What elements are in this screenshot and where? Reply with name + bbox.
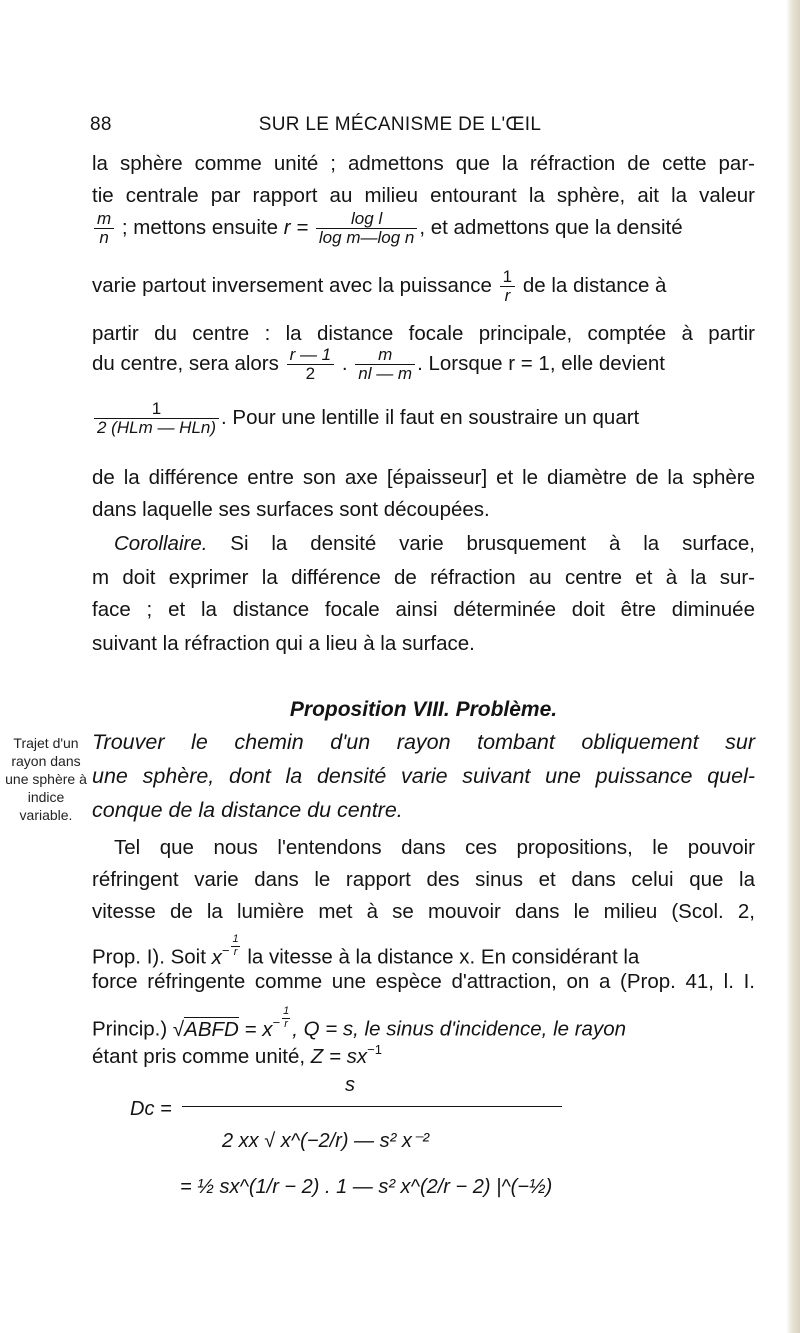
fraction-log: $\frac{\text{log l}}{\text{log m—log n}}$ xyxy=(316,210,417,247)
fraction-bar xyxy=(182,1106,562,1107)
proposition-heading: Proposition VIII. Problème. xyxy=(289,698,558,721)
text-fragment: la vitesse à la distance x. En considérant la xyxy=(247,945,640,969)
text-fragment: . Lorsque r = 1, elle devient xyxy=(417,351,665,375)
text-fragment: varie partout inversement avec la puissance xyxy=(92,273,492,297)
text-line: force réfringente comme une espèce d'attraction, on a (Prop. 41, l. I. xyxy=(92,970,755,993)
text-fragment: . Pour une lentille il faut en soustraire un quart xyxy=(221,405,640,429)
corollary-line xyxy=(92,532,755,556)
formula-line xyxy=(92,400,755,437)
fraction-r-minus-1: $\frac{r — 1}{2}$ xyxy=(287,346,335,383)
text-fragment: , et admettons que la densité xyxy=(419,215,683,239)
text-fragment: Si la densité varie brusquement à la surface, xyxy=(207,532,755,555)
x-power: $x^{- \frac{1}{r}}$ xyxy=(211,933,239,969)
text-line: vitesse de la lumière met à se mouvoir dans le milieu (Scol. 2, xyxy=(92,900,755,923)
r-equals: r = xyxy=(283,215,309,239)
z-formula: Z = sx xyxy=(310,1045,368,1068)
formula-line xyxy=(92,268,755,305)
page-header xyxy=(0,108,800,138)
sqrt-abfd: √ABFD = $x^{- \frac{1}{r}}$ , xyxy=(172,1005,298,1041)
running-title: SUR LE MÉCANISME DE L'ŒIL xyxy=(258,114,542,135)
formula-line xyxy=(92,1042,755,1069)
text-line: tie centrale par rapport au milieu entourant la sphère, ait la valeur xyxy=(92,184,755,207)
text-fragment: Q = s, le sinus d'incidence, le rayon xyxy=(303,1017,626,1041)
text-line: dans laquelle ses surfaces sont découpées. xyxy=(92,498,490,521)
page-number: 88 xyxy=(90,114,112,135)
text-fragment: du centre, sera alors xyxy=(92,351,279,375)
displayed-equation xyxy=(130,1070,690,1220)
equation-denominator: 2 xx √ x^(−2/r) — s² x⁻² xyxy=(222,1130,430,1152)
page-edge xyxy=(786,0,800,1333)
text-line: partir du centre : la distance focale principale, comptée à partir xyxy=(92,322,755,345)
proposition-line: Trouver le chemin d'un rayon tombant obliquement sur xyxy=(92,730,755,754)
z-exponent: −1 xyxy=(367,1042,382,1057)
equation-numerator: s xyxy=(345,1074,355,1096)
text-line: Tel que nous l'entendons dans ces propositions, le pouvoir xyxy=(114,836,755,859)
text-fragment: ; mettons ensuite xyxy=(121,215,278,239)
text-line: suivant la réfraction qui a lieu à la surface. xyxy=(92,632,475,655)
equation-second-line: = ½ sx^(1/r − 2) . 1 — s² x^(2/r − 2) |^(−½) xyxy=(180,1176,553,1198)
formula-line xyxy=(92,934,755,970)
corollary-label: Corollaire. xyxy=(114,532,208,555)
proposition-line: une sphère, dont la densité varie suivant une puissance quel- xyxy=(92,764,755,788)
text-fragment: étant pris comme unité, xyxy=(92,1045,306,1068)
equation-lhs: Dc = xyxy=(130,1098,172,1120)
fraction-m-n: $\frac{m}{n}$ xyxy=(94,210,114,247)
formula-line xyxy=(92,210,755,247)
text-line: m doit exprimer la différence de réfraction au centre et à la sur- xyxy=(92,566,755,589)
text-line: de la différence entre son axe [épaisseur] et le diamètre de la sphère xyxy=(92,466,755,489)
fraction-one-over-r: $\frac{1}{r}$ xyxy=(500,268,515,305)
text-line: face ; et la distance focale ainsi déterminée doit être diminuée xyxy=(92,598,755,621)
margin-note: Trajet d'un rayon dans une sphère à indice variable. xyxy=(5,735,87,823)
fraction-m-over-nl: $\frac{m}{nl — m}$ xyxy=(355,346,415,383)
text-line: la sphère comme unité ; admettons que la réfraction de cette par- xyxy=(92,152,755,175)
formula-line xyxy=(92,1006,755,1042)
formula-line: du centre, sera alors $\frac{r — 1}{2}$ . $\frac{m}{nl — m}$ . Lorsque r = 1, elle devient xyxy=(92,345,665,383)
text-fragment: Prop. I). Soit xyxy=(92,945,206,969)
text-fragment: Princip.) xyxy=(92,1017,168,1041)
fraction-hl: $\frac{1}{\text{2 (HLm — HLn)}}$ xyxy=(94,400,219,437)
proposition-line: conque de la distance du centre. xyxy=(92,798,403,822)
text-fragment: de la distance à xyxy=(522,273,667,297)
text-line: réfringent varie dans le rapport des sinus et dans celui que la xyxy=(92,868,755,891)
